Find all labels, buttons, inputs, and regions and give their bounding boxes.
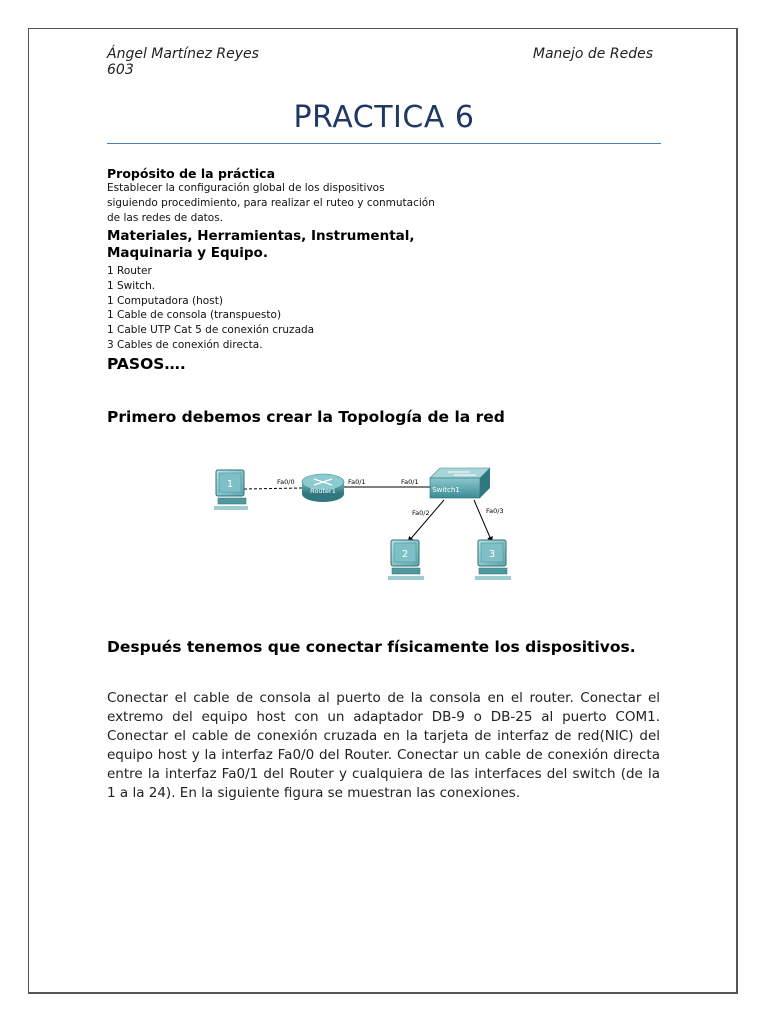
pc2-label: 2	[401, 549, 409, 560]
step-one-heading: Primero debemos crear la Topología de la red	[107, 408, 505, 426]
list-item: 1 Switch.	[107, 279, 156, 292]
list-item: 1 Cable de consola (transpuesto)	[107, 309, 282, 322]
list-item: 3 Cables de conexión directa.	[107, 338, 263, 351]
steps-heading: PASOS….	[107, 355, 186, 373]
purpose-heading: Propósito de la práctica	[107, 166, 275, 181]
router-icon	[302, 474, 344, 502]
author-name: Ángel Martínez Reyes	[107, 46, 259, 62]
purpose-line: siguiendo procedimiento, para realizar el ruteo y conmutación	[107, 197, 435, 209]
purpose-line: Establecer la configuración global de los dispositivos	[107, 182, 385, 194]
purpose-text	[107, 181, 467, 226]
list-item: 1 Computadora (host)	[107, 294, 223, 307]
interface-label: Fa0/3	[486, 507, 504, 515]
author-block	[107, 46, 259, 78]
list-item: 1 Cable UTP Cat 5 de conexión cruzada	[107, 324, 315, 337]
pc1-computer-icon	[214, 470, 248, 510]
purpose-line: de las redes de datos.	[107, 212, 224, 224]
interface-label: Fa0/1	[348, 478, 366, 486]
switch-icon	[430, 468, 490, 498]
link-switch-pc2	[408, 500, 444, 542]
interface-label: Fa0/2	[412, 509, 430, 517]
pc3-label: 3	[488, 549, 496, 560]
router-label: Router1	[310, 487, 336, 495]
interface-label: Fa0/1	[401, 478, 419, 486]
switch-label: Switch1	[432, 486, 460, 494]
step-two-heading: Después tenemos que conectar físicamente los dispositivos.	[107, 638, 636, 656]
pc3-computer-icon	[475, 540, 511, 580]
title-divider	[107, 143, 661, 144]
materials-heading-line: Maquinaria y Equipo.	[107, 245, 268, 261]
subject-name: Manejo de Redes	[532, 46, 653, 62]
materials-heading-line: Materiales, Herramientas, Instrumental,	[107, 228, 415, 244]
materials-list	[107, 264, 314, 353]
instructions-paragraph: Conectar el cable de consola al puerto de la consola en el router. Conectar el extremo del equipo host con un adaptador DB-9 o DB-25 al puerto COM1. Conectar el cable de conexión cruzada en la tarjeta de interfaz de red(NIC) del equipo host y la interfaz Fa0/0 del Router. Conectar un cable de conexión directa entre la interfaz Fa0/1 del Router y cualquiera de las interfaces del switch (de la 1 a la 24). En la siguiente figura se muestran las conexiones.	[107, 690, 660, 801]
group-number: 603	[107, 62, 134, 78]
materials-heading	[107, 228, 427, 262]
page-title: PRACTICA 6	[293, 100, 475, 135]
list-item: 1 Router	[107, 265, 152, 277]
pc1-label: 1	[226, 479, 234, 490]
pc2-computer-icon	[388, 540, 424, 580]
interface-label: Fa0/0	[277, 478, 295, 486]
console-link-pc1-router	[244, 488, 302, 489]
network-topology-diagram	[208, 460, 548, 588]
